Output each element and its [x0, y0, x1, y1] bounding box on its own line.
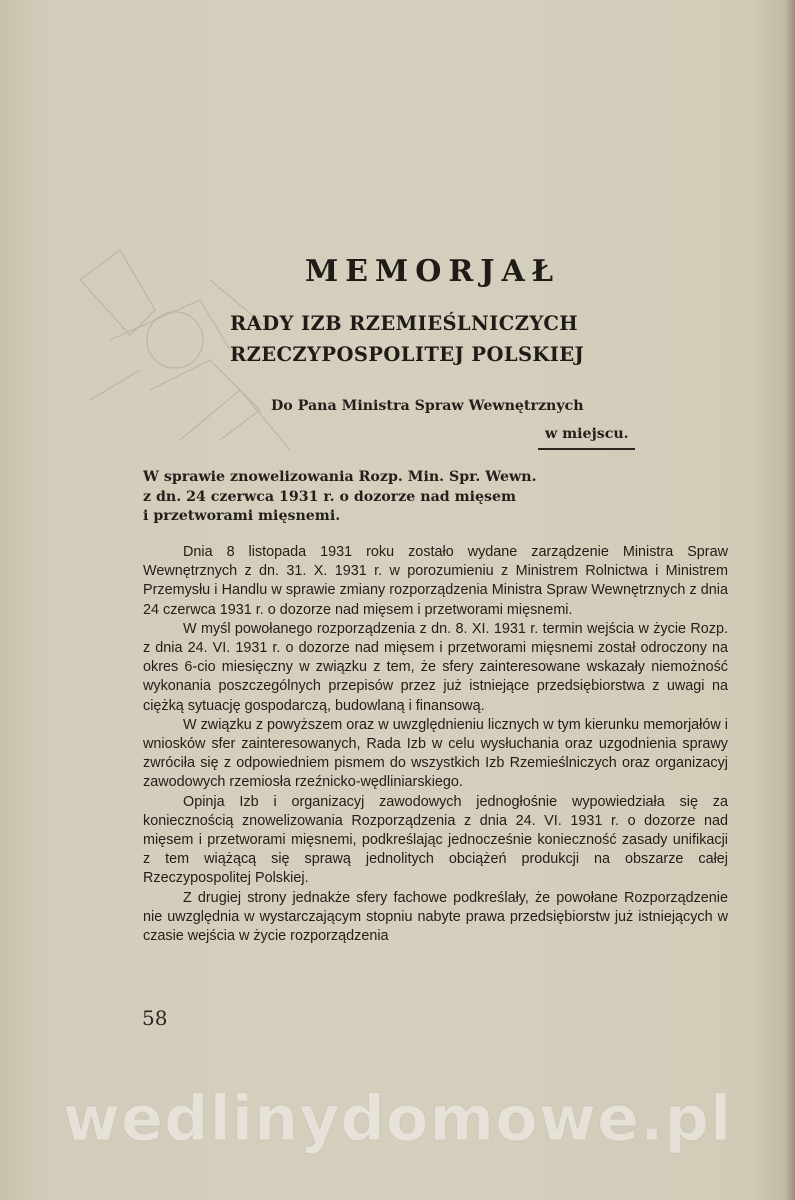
body-text — [143, 543, 728, 946]
place-underline — [538, 448, 635, 450]
paragraph-4: Opinja Izb i organizacyj zawodowych jednogłośnie wypowiedziała się za koniecznością znowelizowania Rozporządzenia z dnia 24. VI. 1931 r. o dozorze nad mięsem i przetworami mięsnemi, podkreślając jednocześnie konieczność zasady unifikacji z tem wiążącą się sprawą jednolitych obciążeń produkcji na obszarze całej Rzeczypospolitej Polskiej. — [143, 793, 728, 887]
document-title: MEMORJAŁ — [304, 254, 561, 289]
subject-line-2: z dn. 24 czerwca 1931 r. o dozorze nad mięsem — [143, 488, 517, 505]
subject-line-3: i przetworami mięsnemi. — [143, 508, 341, 524]
subject-line-1: W sprawie znowelizowania Rozp. Min. Spr. Wewn. — [143, 469, 537, 485]
place-line: w miejscu. — [545, 426, 629, 442]
paragraph-3: W związku z powyższem oraz w uwzględnieniu licznych w tym kierunku memorjałów i wniosków sfer zainteresowanych, Rada Izb w celu wysłuchania oraz uzgodnienia sprawy zwróciła się z odpowiedniem pismem do wszystkich Izb Rzemieślniczych oraz organizacyj zawodowych rzemiosła rzeźnicko-wędliniarskiego. — [143, 716, 728, 791]
paragraph-2: W myśl powołanego rozporządzenia z dn. 8. XI. 1931 r. termin wejścia w życie Rozp. z dnia 24. VI. 1931 r. o dozorze nad mięsem i przetworami mięsnemi został odroczony na okres 6-cio miesięczny w związku z tem, że sfery zainteresowane wskazały niemożność wykonania poszczególnych przepisów przez już istniejące przedsiębiorstwa z uwagi na ciężką sytuację gospodarczą, budowlaną i finansową. — [143, 620, 728, 714]
paragraph-1: Dnia 8 listopada 1931 roku zostało wydane zarządzenie Ministra Spraw Wewnętrznych z dn. 31. X. 1931 r. w porozumieniu z Ministrem Rolnictwa i Ministrem Przemysłu i Handlu w sprawie zmiany rozporządzenia Ministra Spraw Wewnętrznych z dnia 24 czerwca 1931 r. o dozorze nad mięsem i przetworami mięsnemi. — [143, 544, 728, 618]
subject-block — [143, 468, 653, 527]
addressee-line: Do Pana Ministra Spraw Wewnętrznych — [271, 398, 584, 414]
paragraph-5: Z drugiej strony jednakże sfery fachowe podkreślały, że powołane Rozporządzenie nie uwzględnia w wystarczającym stopniu nabyte prawa przedsiębiorstw już istniejących w czasie wejścia w życie rozporządzenia — [143, 889, 728, 945]
subtitle-line-1: RADY IZB RZEMIEŚLNICZYCH — [230, 312, 579, 335]
page-number: 58 — [142, 1006, 168, 1030]
watermark: wedlinydomowe.pl — [62, 1082, 733, 1155]
page-edge-shadow — [785, 0, 795, 1200]
subtitle-line-2: RZECZYPOSPOLITEJ POLSKIEJ — [230, 343, 585, 366]
